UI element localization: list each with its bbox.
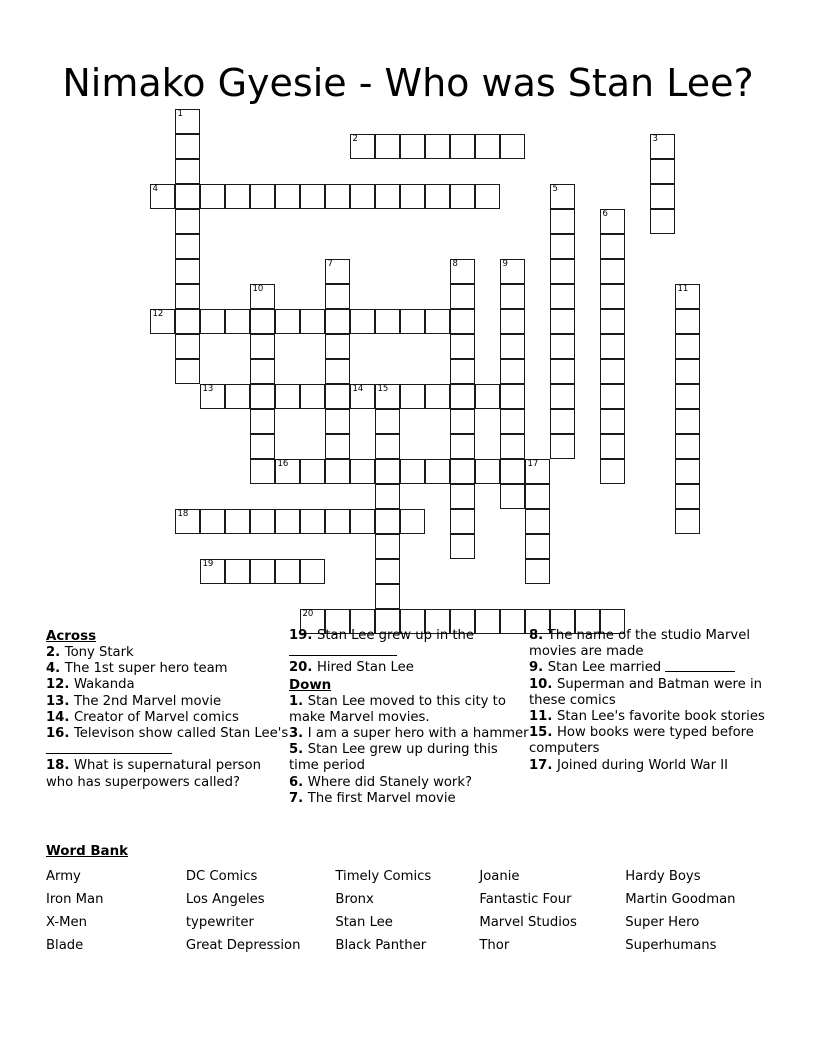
clue-number: 20. [289, 660, 317, 676]
crossword-cell[interactable] [325, 434, 350, 459]
crossword-cell[interactable] [325, 359, 350, 384]
crossword-cell[interactable] [650, 159, 675, 184]
crossword-cell[interactable] [500, 309, 525, 334]
crossword-cell[interactable] [250, 509, 275, 534]
crossword-cell[interactable] [375, 534, 400, 559]
crossword-cell[interactable] [300, 559, 325, 584]
crossword-cell[interactable] [500, 284, 525, 309]
clue-across-13 [46, 694, 289, 710]
crossword-cell[interactable] [675, 459, 700, 484]
crossword-cell[interactable] [150, 184, 175, 209]
crossword-cell[interactable] [275, 559, 300, 584]
crossword-cell[interactable] [650, 134, 675, 159]
cell-number: 20 [302, 609, 314, 619]
crossword-cell[interactable] [325, 259, 350, 284]
crossword-cell[interactable] [200, 384, 225, 409]
crossword-cell[interactable] [600, 359, 625, 384]
crossword-cell[interactable] [175, 509, 200, 534]
crossword-cell[interactable] [600, 234, 625, 259]
crossword-cell[interactable] [325, 384, 350, 409]
clue-text: What is supernatural person who has superpowers called? [46, 758, 261, 790]
clue-down-5 [289, 742, 529, 774]
crossword-cell[interactable] [500, 459, 525, 484]
crossword-cell[interactable] [450, 459, 475, 484]
crossword-cell[interactable] [375, 134, 400, 159]
clue-text: Superman and Batman were in these comics [529, 676, 762, 708]
crossword-cell[interactable] [275, 509, 300, 534]
clue-text: The first Marvel movie [307, 790, 456, 806]
crossword-cell[interactable] [600, 384, 625, 409]
clue-number: 4. [46, 661, 65, 677]
crossword-cell[interactable] [250, 434, 275, 459]
crossword-cell[interactable] [200, 309, 225, 334]
word-bank-word: Army [46, 869, 81, 884]
crossword-cell[interactable] [450, 359, 475, 384]
crossword-cell[interactable] [550, 359, 575, 384]
cell-number: 16 [277, 459, 289, 469]
word-bank-word: Stan Lee [335, 915, 393, 930]
crossword-cell[interactable] [350, 309, 375, 334]
crossword-cell[interactable] [425, 134, 450, 159]
crossword-cell[interactable] [175, 334, 200, 359]
crossword-cell[interactable] [450, 334, 475, 359]
clue-across-14 [46, 710, 289, 726]
crossword-cell[interactable] [500, 484, 525, 509]
clues-section [46, 628, 786, 836]
crossword-cell[interactable] [250, 284, 275, 309]
word-bank-word: Superhumans [625, 938, 717, 953]
crossword-cell[interactable] [350, 509, 375, 534]
clue-down-7 [289, 791, 529, 807]
crossword-cell[interactable] [550, 334, 575, 359]
clue-text: I am a super hero with a hammer [307, 726, 529, 742]
clue-number: 16. [46, 726, 74, 742]
crossword-cell[interactable] [525, 559, 550, 584]
crossword-cell[interactable] [500, 334, 525, 359]
crossword-cell[interactable] [250, 359, 275, 384]
crossword-cell[interactable] [675, 359, 700, 384]
clue-text: Where did Stanely work? [307, 774, 472, 790]
crossword-cell[interactable] [425, 384, 450, 409]
clue-down-6 [289, 775, 529, 791]
crossword-cell[interactable] [550, 284, 575, 309]
crossword-cell[interactable] [650, 209, 675, 234]
word-bank [46, 843, 786, 957]
crossword-cell[interactable] [550, 434, 575, 459]
crossword-cell[interactable] [450, 384, 475, 409]
crossword-cell[interactable] [600, 409, 625, 434]
clue-down-15 [529, 725, 784, 757]
clue-number: 3. [289, 726, 308, 742]
crossword-cell[interactable] [375, 409, 400, 434]
crossword-cell[interactable] [675, 309, 700, 334]
word-bank-title: Word Bank [46, 844, 129, 859]
crossword-cell[interactable] [275, 459, 300, 484]
clue-text: Wakanda [73, 677, 135, 693]
clue-text: Hired Stan Lee [316, 660, 414, 676]
clue-down-1 [289, 694, 529, 726]
crossword-cell[interactable] [300, 384, 325, 409]
crossword-cell[interactable] [500, 134, 525, 159]
clue-down-9 [529, 660, 784, 676]
cell-number: 5 [552, 184, 558, 194]
clue-text: Creator of Marvel comics [73, 709, 239, 725]
crossword-cell[interactable] [175, 259, 200, 284]
word-bank-word: typewriter [185, 915, 254, 930]
clues-column-3 [529, 628, 784, 774]
crossword-cell[interactable] [525, 534, 550, 559]
crossword-cell[interactable] [675, 334, 700, 359]
cell-number: 17 [527, 459, 539, 469]
crossword-cell[interactable] [225, 559, 250, 584]
crossword-cell[interactable] [300, 459, 325, 484]
crossword-cell[interactable] [275, 309, 300, 334]
crossword-cell[interactable] [375, 184, 400, 209]
cell-number: 18 [177, 509, 189, 519]
clue-number: 6. [289, 774, 308, 790]
clue-number: 15. [529, 725, 557, 741]
clue-number: 9. [529, 660, 548, 676]
crossword-cell[interactable] [650, 184, 675, 209]
clue-text: Tony Stark [64, 645, 134, 660]
word-bank-word: Marvel Studios [479, 915, 577, 930]
crossword-cell[interactable] [175, 359, 200, 384]
clue-down-3 [289, 726, 529, 742]
clue-text: Stan Lee married [547, 660, 662, 676]
crossword-cell[interactable] [175, 209, 200, 234]
crossword-cell[interactable] [225, 309, 250, 334]
crossword-cell[interactable] [550, 309, 575, 334]
crossword-cell[interactable] [600, 209, 625, 234]
crossword-cell[interactable] [525, 509, 550, 534]
cell-number: 15 [377, 384, 389, 394]
cell-number: 4 [152, 184, 158, 194]
clue-text: Stan Lee grew up in the [316, 628, 475, 643]
crossword-cell[interactable] [150, 309, 175, 334]
cell-number: 1 [177, 109, 183, 119]
cell-number: 6 [602, 209, 608, 219]
crossword-cell[interactable] [300, 309, 325, 334]
crossword-cell[interactable] [550, 409, 575, 434]
crossword-cell[interactable] [325, 334, 350, 359]
crossword-cell[interactable] [375, 309, 400, 334]
crossword-cell[interactable] [300, 184, 325, 209]
crossword-cell[interactable] [475, 184, 500, 209]
cell-number: 8 [452, 259, 458, 269]
cell-number: 13 [202, 384, 214, 394]
crossword-cell[interactable] [450, 184, 475, 209]
clue-text: Televison show called Stan Lee's [73, 726, 289, 742]
crossword-cell[interactable] [550, 234, 575, 259]
crossword-cell[interactable] [600, 284, 625, 309]
cell-number: 11 [677, 284, 689, 294]
word-bank-word: Bronx [335, 892, 374, 907]
crossword-cell[interactable] [325, 459, 350, 484]
word-bank-word: Fantastic Four [479, 892, 572, 907]
page-title: Nimako Gyesie - Who was Stan Lee? [62, 61, 754, 106]
clue-text: The name of the studio Marvel movies are made [529, 628, 750, 660]
crossword-cell[interactable] [350, 134, 375, 159]
clue-number: 13. [46, 693, 74, 709]
crossword-cell[interactable] [275, 384, 300, 409]
cell-number: 2 [352, 134, 358, 144]
crossword-cell[interactable] [350, 384, 375, 409]
crossword-cell[interactable] [450, 309, 475, 334]
clue-down-11 [529, 709, 784, 725]
crossword-cell[interactable] [400, 459, 425, 484]
cell-number: 7 [327, 259, 333, 269]
crossword-cell[interactable] [550, 384, 575, 409]
cell-number: 9 [502, 259, 508, 269]
crossword-cell[interactable] [450, 134, 475, 159]
crossword-cell[interactable] [200, 184, 225, 209]
answer-blank [46, 742, 172, 754]
clue-text: Stan Lee grew up during this time period [289, 742, 498, 774]
crossword-cell[interactable] [350, 459, 375, 484]
crossword-cell[interactable] [200, 509, 225, 534]
word-bank-word: Joanie [479, 869, 520, 884]
crossword-cell[interactable] [500, 359, 525, 384]
clue-across-12 [46, 677, 289, 693]
answer-blank [665, 660, 735, 672]
word-bank-word: Los Angeles [185, 892, 265, 907]
crossword-cell[interactable] [175, 159, 200, 184]
word-bank-word: Hardy Boys [625, 869, 701, 884]
crossword-cell[interactable] [525, 484, 550, 509]
crossword-cell[interactable] [400, 184, 425, 209]
clue-across-4 [46, 661, 289, 677]
crossword-cell[interactable] [175, 134, 200, 159]
word-bank-table [46, 865, 786, 957]
crossword-cell[interactable] [250, 409, 275, 434]
cell-number: 14 [352, 384, 364, 394]
clue-number: 18. [46, 758, 74, 774]
crossword-cell[interactable] [175, 109, 200, 134]
word-bank-word: Thor [479, 938, 510, 953]
crossword-cell[interactable] [400, 509, 425, 534]
cell-number: 19 [202, 559, 214, 569]
clue-text: Stan Lee moved to this city to make Marvel movies. [289, 693, 506, 725]
crossword-cell[interactable] [450, 259, 475, 284]
clue-number: 5. [289, 742, 308, 758]
crossword-cell[interactable] [325, 309, 350, 334]
crossword-cell[interactable] [350, 184, 375, 209]
word-bank-word: Timely Comics [335, 869, 432, 884]
crossword-cell[interactable] [500, 384, 525, 409]
crossword-cell[interactable] [250, 559, 275, 584]
crossword-cell[interactable] [425, 309, 450, 334]
clue-text: Joined during World War II [556, 757, 728, 773]
clue-number: 8. [529, 628, 548, 643]
word-bank-word: Martin Goodman [625, 892, 736, 907]
crossword-cell[interactable] [425, 459, 450, 484]
clue-down-17 [529, 758, 784, 774]
clue-number: 14. [46, 709, 74, 725]
crossword-cell[interactable] [450, 409, 475, 434]
clue-number: 10. [529, 676, 557, 692]
clue-down-8 [529, 628, 784, 660]
clue-text: How books were typed before computers [529, 725, 754, 757]
crossword-cell[interactable] [250, 384, 275, 409]
crossword-cell[interactable] [600, 434, 625, 459]
crossword-cell[interactable] [200, 559, 225, 584]
answer-blank [289, 644, 397, 656]
crossword-cell[interactable] [375, 509, 400, 534]
word-bank-word: X-Men [46, 915, 87, 930]
crossword-cell[interactable] [675, 484, 700, 509]
clue-number: 19. [289, 628, 317, 643]
clue-number: 1. [289, 693, 308, 709]
clue-text: The 1st super hero team [64, 661, 228, 677]
cell-number: 3 [652, 134, 658, 144]
crossword-cell[interactable] [175, 284, 200, 309]
crossword-cell[interactable] [375, 484, 400, 509]
word-bank-row [46, 888, 786, 911]
crossword-cell[interactable] [400, 384, 425, 409]
crossword-cell[interactable] [400, 309, 425, 334]
clue-number: 2. [46, 645, 65, 660]
crossword-cell[interactable] [325, 409, 350, 434]
word-bank-word: Black Panther [335, 938, 427, 953]
clue-down-10 [529, 677, 784, 709]
crossword-cell[interactable] [675, 434, 700, 459]
word-bank-word: Iron Man [46, 892, 104, 907]
crossword-cell[interactable] [175, 234, 200, 259]
crossword-cell[interactable] [500, 434, 525, 459]
clue-across-20 [289, 660, 529, 676]
crossword-cell[interactable] [175, 184, 200, 209]
crossword-cell[interactable] [225, 384, 250, 409]
cell-number: 12 [152, 309, 164, 319]
crossword-cell[interactable] [325, 184, 350, 209]
word-bank-word: Blade [46, 938, 84, 953]
crossword-cell[interactable] [475, 384, 500, 409]
crossword-cell[interactable] [550, 259, 575, 284]
crossword-cell[interactable] [450, 534, 475, 559]
word-bank-row [46, 911, 786, 934]
crossword-cell[interactable] [275, 184, 300, 209]
down-heading: Down [289, 677, 332, 693]
crossword-cell[interactable] [375, 584, 400, 609]
crossword-cell[interactable] [250, 334, 275, 359]
crossword-cell[interactable] [425, 184, 450, 209]
crossword-cell[interactable] [250, 184, 275, 209]
word-bank-word: Great Depression [185, 938, 301, 953]
clue-text: Stan Lee's favorite book stories [556, 709, 765, 725]
crossword-cell[interactable] [250, 459, 275, 484]
crossword-cell[interactable] [550, 209, 575, 234]
crossword-cell[interactable] [675, 409, 700, 434]
clue-across-16 [46, 726, 289, 758]
crossword-cell[interactable] [450, 509, 475, 534]
crossword-cell[interactable] [600, 334, 625, 359]
clue-number: 17. [529, 757, 557, 773]
word-bank-word: Super Hero [625, 915, 700, 930]
crossword-cell[interactable] [525, 459, 550, 484]
clue-number: 7. [289, 790, 308, 806]
clues-column-1 [46, 628, 289, 791]
crossword-cell[interactable] [325, 284, 350, 309]
crossword-cell[interactable] [600, 259, 625, 284]
crossword-cell[interactable] [475, 459, 500, 484]
crossword-cell[interactable] [675, 384, 700, 409]
crossword-cell[interactable] [400, 134, 425, 159]
crossword-cell[interactable] [375, 559, 400, 584]
clues-column-2 [289, 628, 529, 807]
crossword-cell[interactable] [500, 259, 525, 284]
clue-number: 12. [46, 677, 74, 693]
crossword-cell[interactable] [175, 309, 200, 334]
crossword-cell[interactable] [375, 434, 400, 459]
crossword-cell[interactable] [250, 309, 275, 334]
crossword-cell[interactable] [500, 409, 525, 434]
crossword-cell[interactable] [600, 309, 625, 334]
word-bank-row [46, 934, 786, 957]
crossword-cell[interactable] [450, 484, 475, 509]
clue-across-2 [46, 645, 289, 661]
crossword-cell[interactable] [225, 509, 250, 534]
crossword-cell[interactable] [675, 284, 700, 309]
crossword-cell[interactable] [450, 434, 475, 459]
across-heading: Across [46, 629, 97, 644]
crossword-cell[interactable] [450, 284, 475, 309]
crossword-cell[interactable] [225, 184, 250, 209]
crossword-cell[interactable] [325, 509, 350, 534]
word-bank-row [46, 865, 786, 888]
clue-number: 11. [529, 709, 557, 725]
crossword-cell[interactable] [550, 184, 575, 209]
clue-text: The 2nd Marvel movie [73, 693, 222, 709]
word-bank-word: DC Comics [185, 869, 258, 884]
crossword-cell[interactable] [675, 509, 700, 534]
crossword-cell[interactable] [475, 134, 500, 159]
cell-number: 10 [252, 284, 264, 294]
clue-across-18 [46, 758, 289, 790]
crossword-cell[interactable] [375, 384, 400, 409]
crossword-cell[interactable] [600, 459, 625, 484]
clue-across-19 [289, 628, 529, 660]
crossword-cell[interactable] [375, 459, 400, 484]
crossword-cell[interactable] [300, 509, 325, 534]
